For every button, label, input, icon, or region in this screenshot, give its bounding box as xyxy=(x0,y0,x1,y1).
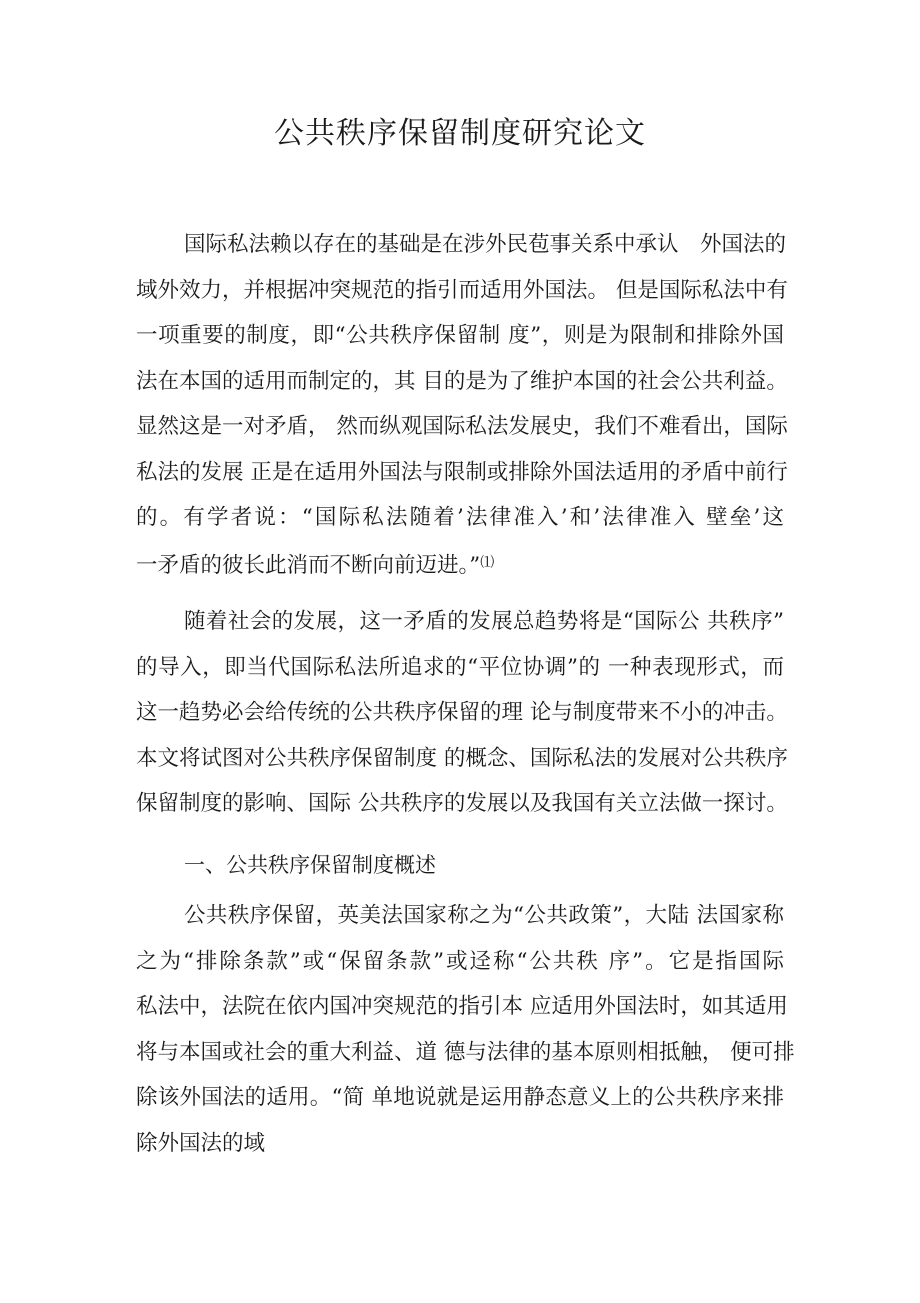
paragraph-line: 法在本国的适用而制定的，其 目的是为了维护本国的社会公共利益。 xyxy=(136,368,788,394)
paragraph-line: 私法的发展 正是在适用外国法与限制或排除外国法适用的矛盾中前行 xyxy=(136,459,788,485)
paragraph-line: 显然这是一对矛盾， 然而纵观国际私法发展史，我们不难看出，国际 xyxy=(136,414,788,439)
paragraph-line: 之为“排除条款”或“保留条款”或迳称“公共秩 序”。它是指国际 xyxy=(136,948,784,974)
paragraph-line: 本文将试图对公共秩序保留制度 的概念、国际私法的发展对公共秩序 xyxy=(136,745,788,771)
paragraph-line: 这一趋势必会给传统的公共秩序保留的理 论与制度带来不小的冲击。 xyxy=(136,700,788,725)
section-heading: 一、公共秩序保留制度概述 xyxy=(184,853,436,877)
paragraph-line: 国际私法赖以存在的基础是在涉外民苞事关系中承认 外国法的 xyxy=(184,232,787,257)
paragraph-line-text: 一矛盾的彼长此消而不断向前迈进。” xyxy=(136,552,481,578)
section-heading-block xyxy=(136,843,784,889)
paragraph-line: 的。有学者说：“国际私法随着’法律准入’和’法律准入 壁垒’这 xyxy=(136,505,784,530)
paragraph-line: 随着社会的发展，这一矛盾的发展总趋势将是“国际公 共秩序” xyxy=(184,609,784,634)
paragraph-line: 除外国法的域 xyxy=(136,1130,266,1156)
paragraph-2 xyxy=(136,599,788,827)
paragraph-line: 私法中，法院在依内国冲突规范的指引本 应适用外国法时，如其适用 xyxy=(136,994,788,1019)
paragraph-line: 的导入，即当代国际私法所追求的“平位协调”的 一种表现形式，而 xyxy=(136,654,784,680)
paragraph-line: 将与本国或社会的重大利益、道 德与法律的基本原则相抵触， 便可排 xyxy=(136,1039,795,1065)
paragraph-line-with-footnote xyxy=(136,541,784,587)
paragraph-line: 一项重要的制度，即“公共秩序保留制 度”，则是为限制和排除外国 xyxy=(136,323,784,348)
page-title: 公共秩序保留制度研究论文 xyxy=(274,116,646,151)
paragraph-line: 保留制度的影响、国际 公共秩序的发展以及我国有关立法做一探讨。 xyxy=(136,791,788,816)
paragraph-3 xyxy=(136,893,795,1166)
paragraph-line: 域外效力，并根据冲突规范的指引而适用外国法。 但是国际私法中有 xyxy=(136,277,788,303)
paragraph-line: 公共秩序保留，英美法国家称之为“公共政策”，大陆 法国家称 xyxy=(184,903,784,928)
footnote-mark: ⑴ xyxy=(480,554,495,571)
paragraph-line: 除该外国法的适用。“简 单地说就是运用静态意义上的公共秩序来排 xyxy=(136,1085,784,1110)
paragraph-1 xyxy=(136,222,788,586)
